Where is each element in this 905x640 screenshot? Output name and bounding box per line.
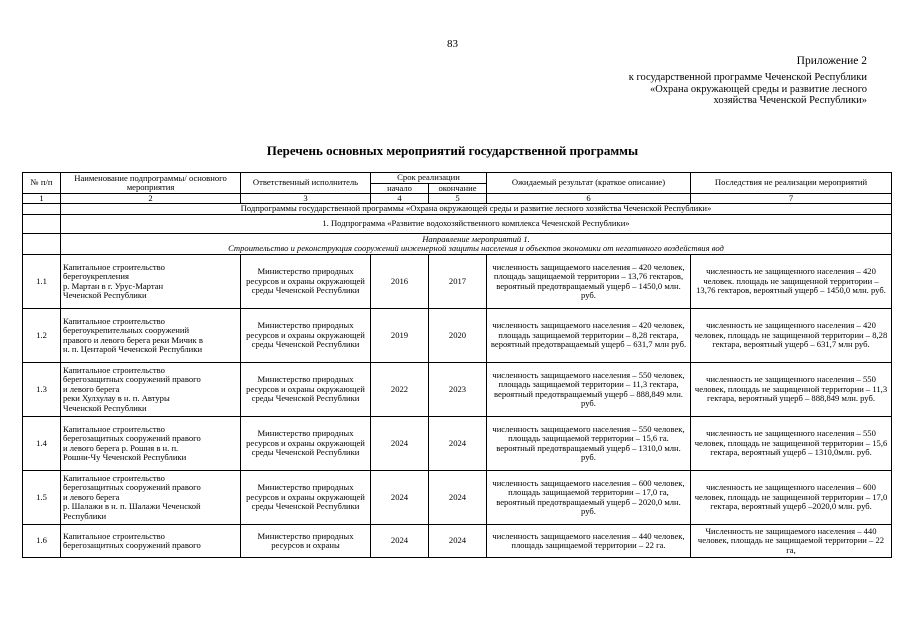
- header-result: Ожидаемый результат (краткое описание): [487, 173, 691, 194]
- table-row: [23, 417, 892, 471]
- direction-text: Строительство и реконструкция сооружений инженерной защиты населения и объектов экономики от негативного воздействия вод: [228, 243, 724, 253]
- row-consequences: численность не защищенного населения – 420 человек. площадь не защищенной территории – 13,76 гектаров, вероятный ущерб – 1450,0 млн. руб.: [691, 255, 892, 309]
- row-consequences: Численность не защищаемого населения – 440 человек, площадь не защищаемой территории – 22 га,: [691, 525, 892, 558]
- row-num: 1.1: [23, 255, 61, 309]
- row-end: 2024: [429, 525, 487, 558]
- row-name: Капитальное строительство берегозащитных сооружений правого: [61, 525, 241, 558]
- document-title: Перечень основных мероприятий государственной программы: [266, 143, 639, 158]
- row-start: 2024: [371, 471, 429, 525]
- column-number: 6: [487, 194, 691, 204]
- row-name: Капитальное строительство берегозащитных сооружений правого и левого берега р. Шалажи в н. п. Шалажи Чеченской Республики: [61, 471, 241, 525]
- row-start: 2016: [371, 255, 429, 309]
- header-executor: Ответственный исполнитель: [241, 173, 371, 194]
- direction-row: [23, 234, 892, 255]
- row-result: численность защищаемого населения – 420 человек, площадь защищаемой территории – 13,76 гектаров, вероятный предотвращаемый ущерб – 1450,0 млн. руб.: [487, 255, 691, 309]
- row-result: численность защищаемого населения – 600 человек, площадь защищаемой территории – 17,0 га, вероятный предотвращаемый ущерб – 2020,0 млн. руб.: [487, 471, 691, 525]
- column-number: 7: [691, 194, 892, 204]
- row-name: Капитальное строительство берегоукрепления р. Мартан в г. Урус-Мартан Чеченской Республики: [61, 255, 241, 309]
- row-executor: Министерство природных ресурсов и охраны окружающей среды Чеченской Республики: [241, 255, 371, 309]
- column-number: 1: [23, 194, 61, 204]
- header-name: Наименование подпрограммы/ основного мероприятия: [61, 173, 241, 194]
- subprogram-row: [23, 215, 892, 234]
- row-executor: Министерство природных ресурсов и охраны: [241, 525, 371, 558]
- row-result: численность защищаемого населения – 550 человек, площадь защищаемой территории – 15,6 га. вероятный предотвращаемый ущерб – 1310,0 млн. руб.: [487, 417, 691, 471]
- row-num: 1.2: [23, 309, 61, 363]
- row-num: 1.5: [23, 471, 61, 525]
- program-row: [23, 204, 892, 215]
- header-start: начало: [371, 183, 429, 194]
- measures-table: [22, 172, 892, 558]
- row-start: 2022: [371, 363, 429, 417]
- header-period: Срок реализации: [371, 173, 487, 184]
- table-row: [23, 525, 892, 558]
- appendix-text: к государственной программе Чеченской Республики «Охрана окружающей среды и развитие лесного хозяйства Чеченской Республики»: [628, 72, 867, 106]
- header-consequences: Последствия не реализации мероприятий: [691, 173, 892, 194]
- column-number: 3: [241, 194, 371, 204]
- table-header-row: [23, 173, 892, 184]
- table-row: [23, 309, 892, 363]
- subprogram-title: 1. Подпрограмма «Развитие водохозяйственного комплекса Чеченской Республики»: [61, 215, 892, 234]
- header-end: окончание: [429, 183, 487, 194]
- direction-cell: [61, 234, 892, 255]
- row-executor: Министерство природных ресурсов и охраны окружающей среды Чеченской Республики: [241, 417, 371, 471]
- row-executor: Министерство природных ресурсов и охраны окружающей среды Чеченской Республики: [241, 363, 371, 417]
- column-number: 2: [61, 194, 241, 204]
- row-name: Капитальное строительство берегоукрепительных сооружений правого и левого берега реки Мичик в н. п. Центарой Чеченской Республики: [61, 309, 241, 363]
- row-executor: Министерство природных ресурсов и охраны окружающей среды Чеченской Республики: [241, 309, 371, 363]
- row-end: 2017: [429, 255, 487, 309]
- column-number: 5: [429, 194, 487, 204]
- header-num: № п/п: [23, 173, 61, 194]
- column-number-row: [23, 194, 892, 204]
- row-end: 2024: [429, 471, 487, 525]
- row-num: 1.4: [23, 417, 61, 471]
- row-executor: Министерство природных ресурсов и охраны окружающей среды Чеченской Республики: [241, 471, 371, 525]
- row-num: 1.3: [23, 363, 61, 417]
- column-number: 4: [371, 194, 429, 204]
- row-start: 2019: [371, 309, 429, 363]
- row-consequences: численность не защищенного населения – 420 человек, площадь не защищенной территории – 8,28 гектара, вероятный ущерб – 631,7 млн руб.: [691, 309, 892, 363]
- table-row: [23, 471, 892, 525]
- page-number: 83: [447, 38, 458, 50]
- row-end: 2024: [429, 417, 487, 471]
- table-row: [23, 255, 892, 309]
- row-end: 2020: [429, 309, 487, 363]
- row-start: 2024: [371, 525, 429, 558]
- row-result: численность защищаемого населения – 440 человек, площадь защищаемой территории – 22 га.: [487, 525, 691, 558]
- row-end: 2023: [429, 363, 487, 417]
- row-start: 2024: [371, 417, 429, 471]
- row-name: Капитальное строительство берегозащитных сооружений правого и левого берега реки Хулхулау в н. п. Автуры Чеченской Республики: [61, 363, 241, 417]
- row-consequences: численность не защищенного населения – 550 человек, площадь не защищенной территории – 15,6 гектара, вероятный ущерб – 1310,0млн. руб.: [691, 417, 892, 471]
- table-row: [23, 363, 892, 417]
- row-result: численность защищаемого населения – 420 человек, площадь защищаемой территории – 8,28 гектара, вероятный предотвращаемый ущерб – 631,7 млн руб.: [487, 309, 691, 363]
- appendix-title: Приложение 2: [796, 55, 867, 67]
- row-consequences: численность не защищенного населения – 550 человек, площадь не защищенной территории – 11,3 гектара, вероятный ущерб – 888,849 млн. руб.: [691, 363, 892, 417]
- row-name: Капитальное строительство берегозащитных сооружений правого и левого берега р. Рошня в н. п. Рошни-Чу Чеченской Республики: [61, 417, 241, 471]
- direction-title: Направление мероприятий 1.: [422, 233, 530, 244]
- program-title: Подпрограммы государственной программы «Охрана окружающей среды и развитие лесного хозяйства Чеченской Республики»: [61, 204, 892, 215]
- row-consequences: численность не защищенного населения – 600 человек, площадь не защищенной территории – 17,0 гектара, вероятный ущерб –2020,0 млн. руб.: [691, 471, 892, 525]
- row-num: 1.6: [23, 525, 61, 558]
- row-result: численность защищаемого населения – 550 человек, площадь защищаемой территории – 11,3 гектара, вероятный предотвращаемый ущерб – 888,849 млн. руб.: [487, 363, 691, 417]
